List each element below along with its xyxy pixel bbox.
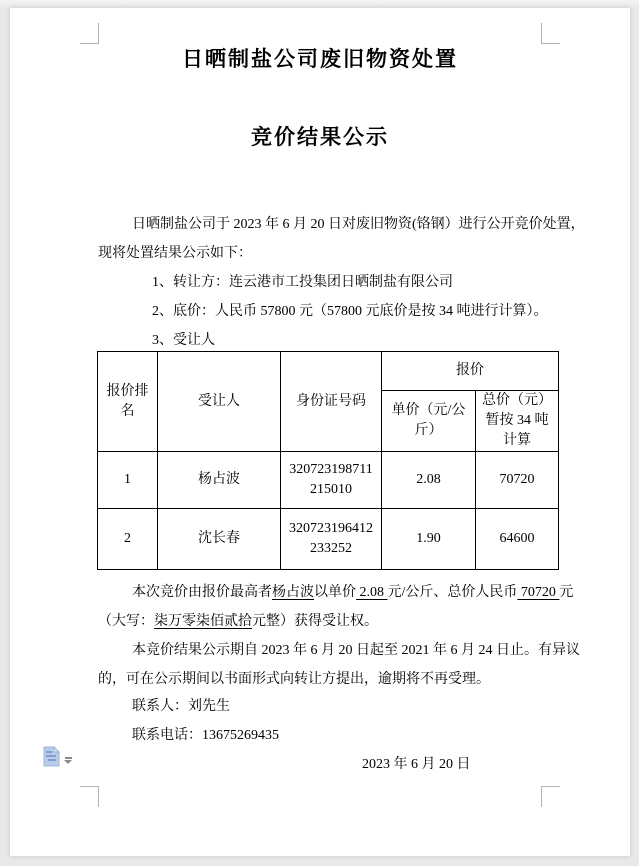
intro-line-1: 日晒制盐公司于 2023 年 6 月 20 日对废旧物资(铬钢）进行公开竞价处置， (132, 217, 585, 232)
cell-total-price: 70720 (476, 452, 559, 509)
list-item-base-price: 2、底价：人民币 57800 元（57800 元底价是按 34 吨进行计算）。 (152, 304, 548, 319)
table-row (98, 509, 559, 570)
list-item-transferee: 3、受让人 (152, 333, 215, 348)
header-rank: 报价排名 (98, 352, 158, 452)
contact-phone: 联系电话：13675269435 (132, 728, 279, 743)
cell-rank: 1 (98, 452, 158, 509)
cell-unit-price: 2.08 (382, 452, 476, 509)
header-total-price: 总价（元）暂按 34 吨计算 (476, 391, 559, 452)
header-id-number: 身份证号码 (281, 352, 382, 452)
bid-results-table (97, 351, 559, 570)
document-page (10, 8, 630, 856)
cell-name: 杨占波 (158, 452, 281, 509)
cell-id-number: 320723198711215010 (281, 452, 382, 509)
crop-mark-top-left (80, 23, 99, 44)
cell-id-number: 320723196412233252 (281, 509, 382, 570)
result-line-1: 本次竞价由报价最高者杨占波以单价 2.08 元/公斤、总价人民币 70720 元 (132, 585, 574, 600)
paste-options-icon (43, 746, 60, 767)
cell-rank: 2 (98, 509, 158, 570)
table-row (98, 452, 559, 509)
document-subtitle: 竞价结果公示 (251, 125, 389, 149)
notice-line-1: 本竞价结果公示期自 2023 年 6 月 20 日起至 2021 年 6 月 24 日止。有异议 (132, 643, 580, 658)
result-line-2: （大写：柒万零柒佰贰拾元整）获得受让权。 (98, 614, 378, 629)
cell-name: 沈长春 (158, 509, 281, 570)
contact-person: 联系人：刘先生 (132, 699, 230, 714)
document-title: 日晒制盐公司废旧物资处置 (182, 47, 458, 71)
header-bid: 报价 (382, 352, 559, 391)
cell-total-price: 64600 (476, 509, 559, 570)
crop-mark-bottom-right (541, 786, 560, 807)
list-item-transferor: 1、转让方：连云港市工投集团日晒制盐有限公司 (152, 275, 453, 290)
crop-mark-top-right (541, 23, 560, 44)
intro-line-2: 现将处置结果公示如下： (98, 246, 252, 261)
document-date: 2023 年 6 月 20 日 (362, 757, 471, 772)
crop-mark-bottom-left (80, 786, 99, 807)
header-unit-price: 单价（元/公斤） (382, 391, 476, 452)
dropdown-arrow-icon[interactable] (64, 757, 73, 764)
cell-unit-price: 1.90 (382, 509, 476, 570)
header-transferee: 受让人 (158, 352, 281, 452)
notice-line-2: 的，可在公示期间以书面形式向转让方提出，逾期将不再受理。 (98, 672, 490, 687)
paste-options-button[interactable] (43, 746, 83, 768)
